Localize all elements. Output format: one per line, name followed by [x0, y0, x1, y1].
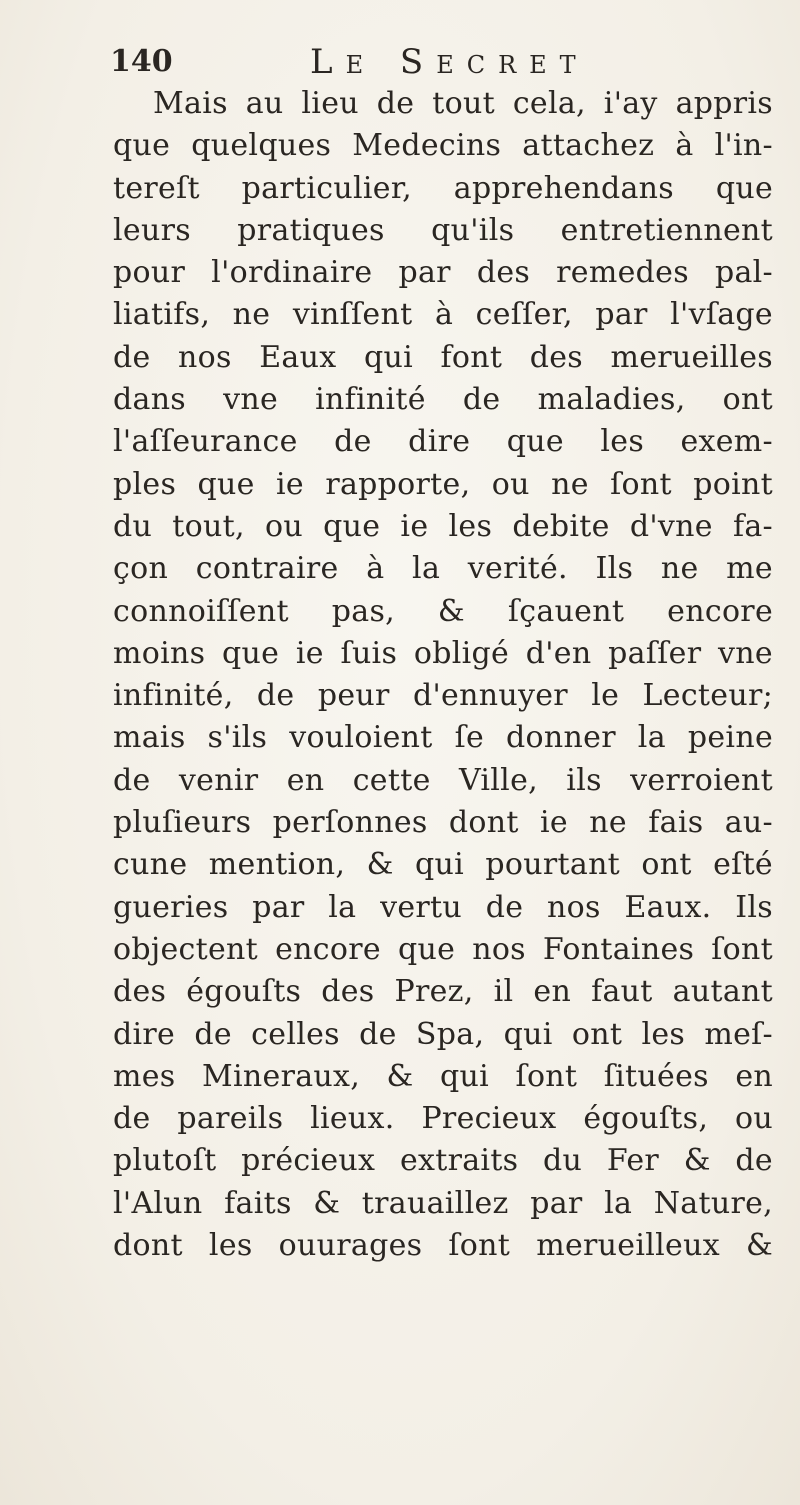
text-line: pour l'ordinaire par des remedes pal-	[113, 255, 773, 291]
text-line: moins que ie ſuis obligé d'en paſſer vne	[113, 635, 773, 671]
text-line: dont les ouurages ſont merueilleux &	[113, 1228, 773, 1264]
text-line: liatifs, ne vinſſent à ceſſer, par l'vſage	[113, 297, 773, 333]
text-line: des égouſts des Prez, il en faut autant	[113, 974, 773, 1010]
text-line: dire de celles de Spa, qui ont les meſ-	[113, 1016, 773, 1052]
text-line: connoiſſent pas, & ſçauent encore	[113, 593, 773, 629]
text-line: de venir en cette Ville, ils verroient	[113, 762, 773, 798]
text-line: de nos Eaux qui font des merueilles	[113, 339, 773, 375]
text-line: l'aſſeurance de dire que les exem-	[113, 424, 773, 460]
text-line: mes Mineraux, & qui ſont ſituées en	[113, 1058, 773, 1094]
text-line: Mais au lieu de tout cela, i'ay appris	[153, 86, 773, 121]
body-text	[113, 83, 773, 1267]
text-line: pluſieurs perſonnes dont ie ne fais au-	[113, 805, 773, 841]
text-line: plutoſt précieux extraits du Fer & de	[113, 1143, 773, 1179]
text-line: de pareils lieux. Precieux égouſts, ou	[113, 1101, 773, 1137]
text-line: çon contraire à la verité. Ils ne me	[113, 551, 773, 587]
text-line: du tout, ou que ie les debite d'vne fa-	[113, 508, 773, 544]
text-line: tereſt particulier, apprehendans que	[113, 170, 773, 206]
text-line: gueries par la vertu de nos Eaux. Ils	[113, 889, 773, 925]
text-line: que quelques Medecins attachez à l'in-	[113, 128, 773, 164]
text-line: dans vne infinité de maladies, ont	[113, 382, 773, 418]
text-line: ples que ie rapporte, ou ne ſont point	[113, 466, 773, 502]
text-line: objectent encore que nos Fontaines ſont	[113, 931, 773, 967]
text-line: cune mention, & qui pourtant ont eſté	[113, 847, 773, 883]
running-title: Le Secret	[310, 42, 589, 82]
text-line: l'Alun faits & trauaillez par la Nature,	[113, 1185, 773, 1221]
page-number: 140	[110, 44, 173, 79]
text-line: leurs pratiques qu'ils entretiennent	[113, 212, 773, 248]
text-line: mais s'ils vouloient ſe donner la peine	[113, 720, 773, 756]
text-line: infinité, de peur d'ennuyer le Lecteur;	[113, 678, 773, 714]
